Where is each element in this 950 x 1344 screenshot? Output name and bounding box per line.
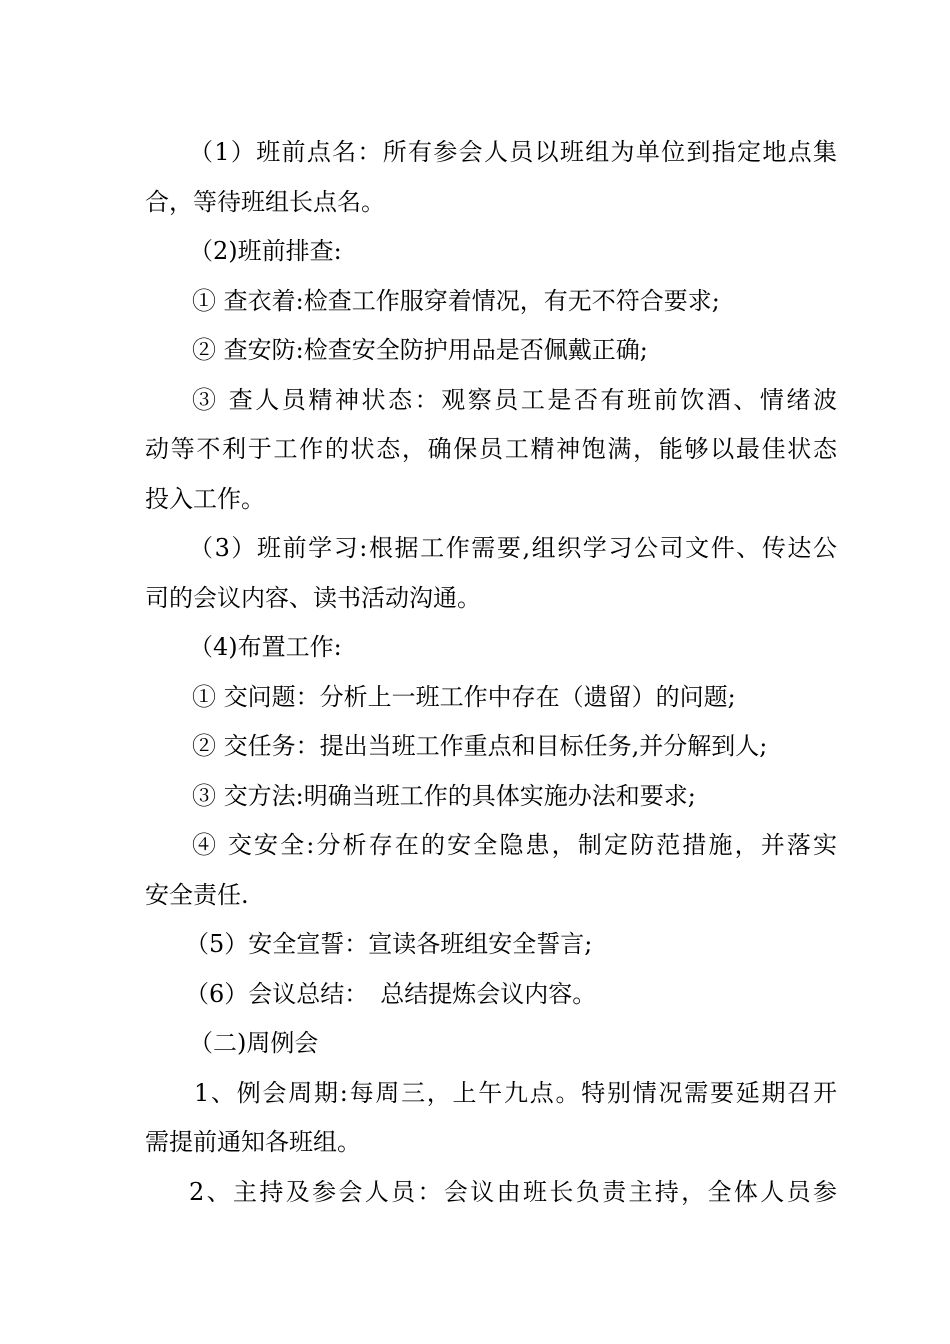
list-item: ① 查衣着:检查工作服穿着情况，有无不符合要求; bbox=[192, 286, 720, 315]
paragraph-line: 动等不利于工作的状态，确保员工精神饱满，能够以最佳状态 bbox=[145, 435, 837, 463]
list-item: ② 交任务：提出当班工作重点和目标任务,并分解到人; bbox=[192, 732, 768, 760]
list-item: ① 交问题：分析上一班工作中存在（遗留）的问题; bbox=[192, 682, 736, 711]
section-heading: （2)班前排查: bbox=[189, 237, 342, 265]
list-item: ④ 交安全:分析存在的安全隐患，制定防范措施，并落实 bbox=[192, 831, 837, 859]
document-body bbox=[145, 128, 837, 1217]
paragraph-line: （1）班前点名：所有参会人员以班组为单位到指定地点集 bbox=[189, 138, 837, 166]
paragraph-line: 需提前通知各班组。 bbox=[145, 1128, 361, 1156]
paragraph-line: 合，等待班组长点名。 bbox=[145, 187, 385, 216]
paragraph-line: （6）会议总结： 总结提炼会议内容。 bbox=[185, 979, 597, 1008]
paragraph-line: 司的会议内容、读书活动沟通。 bbox=[145, 583, 481, 612]
paragraph-line: 投入工作。 bbox=[145, 484, 265, 513]
paragraph-line: （3）班前学习:根据工作需要,组织学习公司文件、传达公 bbox=[189, 534, 837, 562]
paragraph-line: 1、例会周期:每周三，上午九点。特别情况需要延期召开 bbox=[194, 1078, 837, 1107]
paragraph-line: 安全责任. bbox=[145, 880, 249, 909]
list-item: ③ 查人员精神状态：观察员工是否有班前饮酒、情绪波 bbox=[192, 385, 837, 414]
list-item: ② 查安防:检查安全防护用品是否佩戴正确; bbox=[192, 336, 648, 364]
paragraph-line: 2、主持及参会人员：会议由班长负责主持，全体人员参 bbox=[189, 1177, 837, 1206]
paragraph-line: （5）安全宣誓：宣读各班组安全誓言; bbox=[185, 930, 593, 958]
section-heading: （二)周例会 bbox=[189, 1029, 319, 1057]
list-item: ③ 交方法:明确当班工作的具体实施办法和要求; bbox=[192, 781, 696, 810]
section-heading: （4)布置工作: bbox=[189, 633, 342, 661]
